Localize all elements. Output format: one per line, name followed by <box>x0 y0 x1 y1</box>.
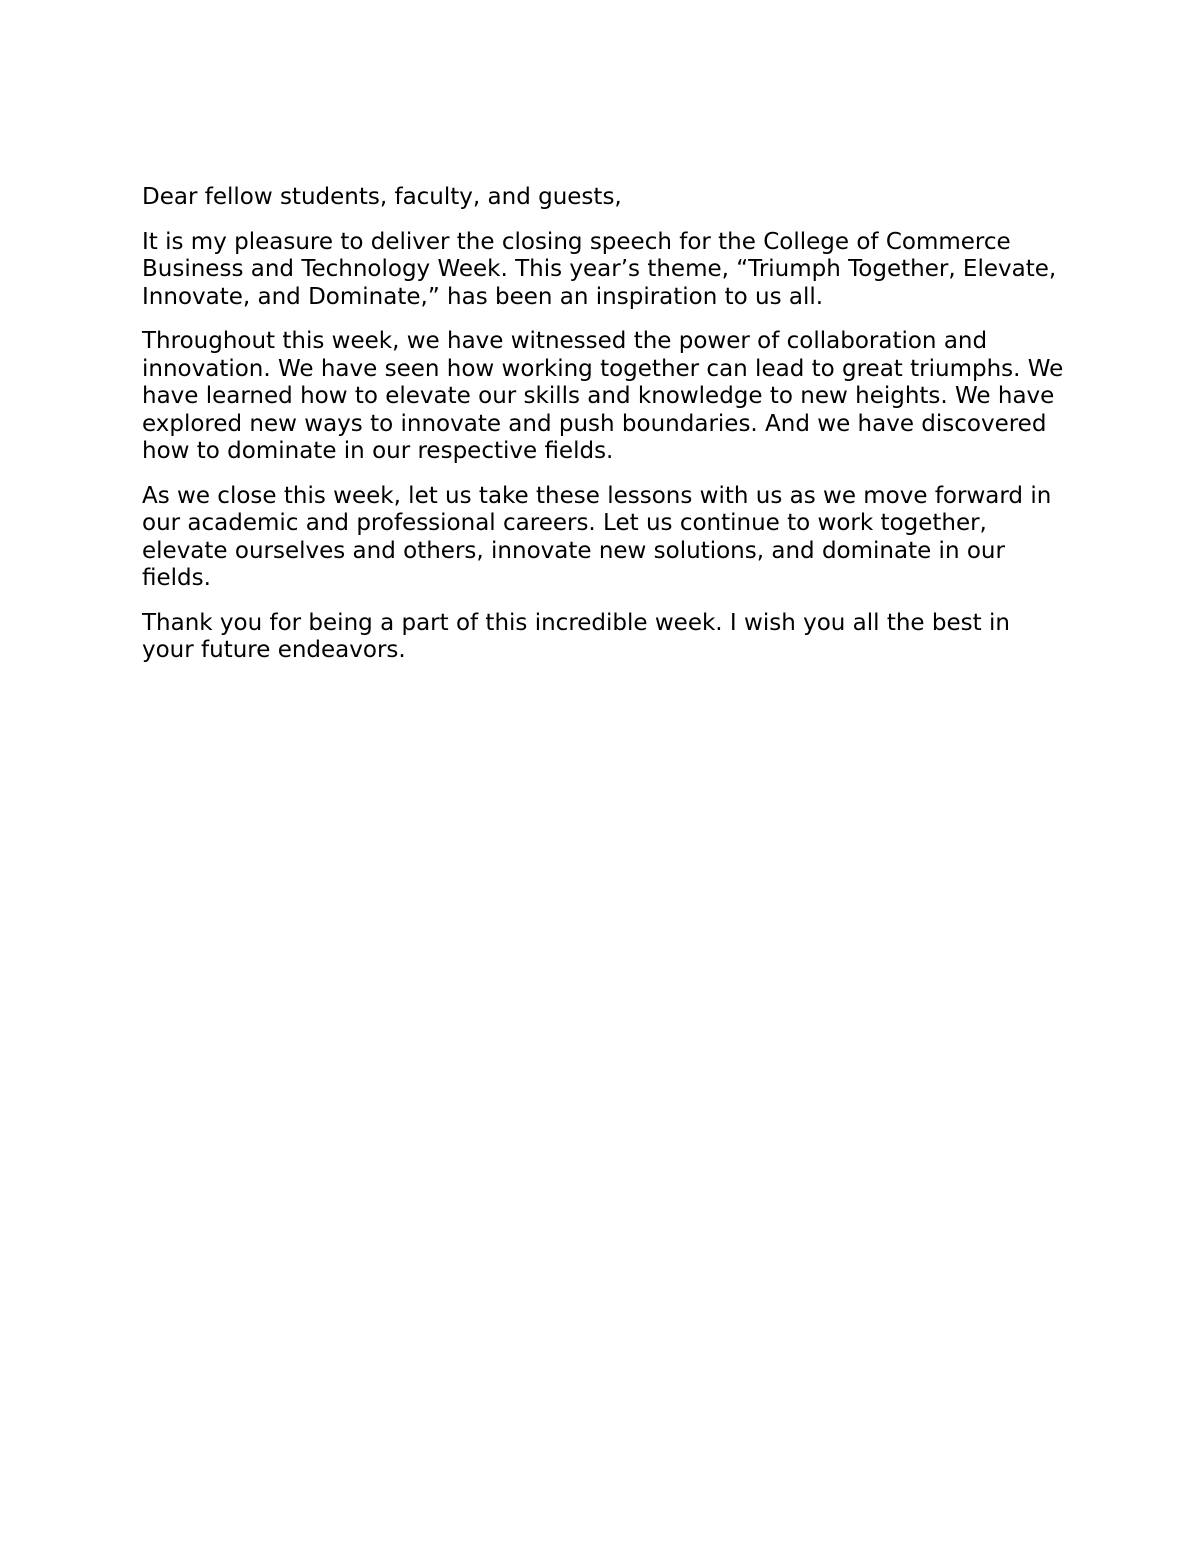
paragraph-thanks: Thank you for being a part of this incredible week. I wish you all the best in your future endeavors. <box>142 609 1010 663</box>
paragraph-reflection: Throughout this week, we have witnessed the power of collaboration and innovation. We have seen how working together can lead to great triumphs. We have learned how to elevate our skills and knowledge to new heights. We have explored new ways to innovate and push boundaries. And we have discovered how to dominate in our respective fields. <box>142 328 1064 464</box>
salutation: Dear fellow students, faculty, and guests, <box>142 184 622 210</box>
document-body <box>142 184 1067 682</box>
paragraph-closing: As we close this week, let us take these lessons with us as we move forward in our academic and professional careers. Let us continue to work together, elevate ourselves and others, innovate new solutions, and dominate in our fields. <box>142 482 1052 591</box>
paragraph-introduction: It is my pleasure to deliver the closing speech for the College of Commerce Business and Technology Week. This year’s theme, “Triumph Together, Elevate, Innovate, and Dominate,” has been an inspiration to us all. <box>142 228 1057 310</box>
